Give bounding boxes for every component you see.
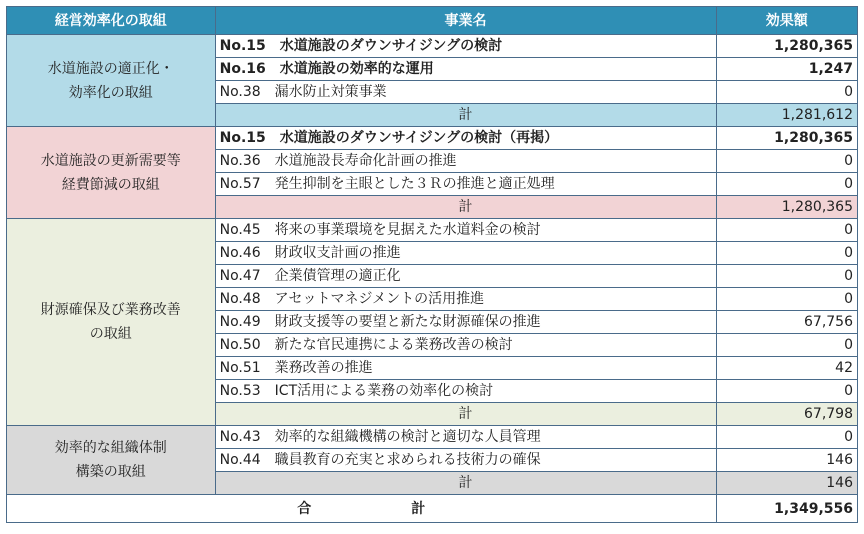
effect-amount: 0 [716, 380, 858, 403]
effect-amount: 1,280,365 [716, 127, 858, 150]
group-label-line1: 効率的な組織体制 [54, 440, 167, 456]
project-name: No.45 将来の事業環境を見据えた水道料金の検討 [215, 219, 716, 242]
project-name: No.51 業務改善の推進 [215, 357, 716, 380]
subtotal-label: 計 [215, 472, 716, 495]
project-name: No.16 水道施設の効率的な運用 [215, 58, 716, 81]
group-label-line2: の取組 [89, 326, 132, 342]
effect-amount: 0 [716, 242, 858, 265]
project-name: No.43 効率的な組織機構の検討と適切な人員管理 [215, 426, 716, 449]
subtotal-label: 計 [215, 403, 716, 426]
project-name: No.15 水道施設のダウンサイジングの検討（再掲） [215, 127, 716, 150]
project-name: No.36 水道施設長寿命化計画の推進 [215, 150, 716, 173]
table-row [7, 219, 858, 242]
effect-amount: 1,247 [716, 58, 858, 81]
subtotal-amount: 146 [716, 472, 858, 495]
group-label [7, 219, 216, 426]
effect-amount: 0 [716, 219, 858, 242]
group-label [7, 127, 216, 219]
project-name: No.38 漏水防止対策事業 [215, 81, 716, 104]
project-name: No.44 職員教育の充実と求められる技術力の確保 [215, 449, 716, 472]
group-cost-reduction [7, 127, 858, 219]
total-label [7, 495, 717, 523]
header-effect-amount: 効果額 [716, 7, 858, 35]
header-project-name: 事業名 [215, 7, 716, 35]
total-label-a: 合 [297, 500, 312, 517]
effect-amount: 67,756 [716, 311, 858, 334]
group-revenue-and-operations [7, 219, 858, 426]
group-label-line1: 財源確保及び業務改善 [40, 302, 181, 318]
header-initiative: 経営効率化の取組 [7, 7, 216, 35]
effect-amount: 0 [716, 288, 858, 311]
project-name: No.15 水道施設のダウンサイジングの検討 [215, 35, 716, 58]
project-name: No.57 発生抑制を主眼とした３Ｒの推進と適正処理 [215, 173, 716, 196]
subtotal-label: 計 [215, 104, 716, 127]
grand-total [7, 495, 858, 523]
effect-amount: 0 [716, 426, 858, 449]
total-row [7, 495, 858, 523]
subtotal-label: 計 [215, 196, 716, 219]
project-name: No.46 財政収支計画の推進 [215, 242, 716, 265]
project-name: No.53 ICT活用による業務の効率化の検討 [215, 380, 716, 403]
group-facility-optimization [7, 35, 858, 127]
effect-amount: 0 [716, 334, 858, 357]
subtotal-amount: 1,280,365 [716, 196, 858, 219]
efficiency-effect-table [6, 6, 858, 523]
group-label-line2: 構築の取組 [75, 464, 146, 480]
group-label-line1: 水道施設の適正化・ [47, 60, 174, 77]
group-label-line2: 効率化の取組 [68, 84, 153, 101]
group-organization [7, 426, 858, 495]
project-name: No.50 新たな官民連携による業務改善の検討 [215, 334, 716, 357]
header-row [7, 7, 858, 35]
subtotal-amount: 1,281,612 [716, 104, 858, 127]
effect-amount: 0 [716, 173, 858, 196]
effect-amount: 146 [716, 449, 858, 472]
project-name: No.49 財政支援等の要望と新たな財源確保の推進 [215, 311, 716, 334]
project-name: No.47 企業債管理の適正化 [215, 265, 716, 288]
effect-amount: 0 [716, 150, 858, 173]
total-label-b: 計 [411, 500, 426, 517]
group-label [7, 35, 216, 127]
effect-amount: 0 [716, 265, 858, 288]
group-label-line2: 経費節減の取組 [61, 176, 160, 193]
total-amount: 1,349,556 [716, 495, 858, 523]
efficiency-table-container [6, 6, 858, 523]
effect-amount: 42 [716, 357, 858, 380]
effect-amount: 1,280,365 [716, 35, 858, 58]
group-label [7, 426, 216, 495]
table-row [7, 127, 858, 150]
effect-amount: 0 [716, 81, 858, 104]
subtotal-amount: 67,798 [716, 403, 858, 426]
table-row [7, 35, 858, 58]
project-name: No.48 アセットマネジメントの活用推進 [215, 288, 716, 311]
group-label-line1: 水道施設の更新需要等 [40, 152, 181, 169]
table-row [7, 426, 858, 449]
